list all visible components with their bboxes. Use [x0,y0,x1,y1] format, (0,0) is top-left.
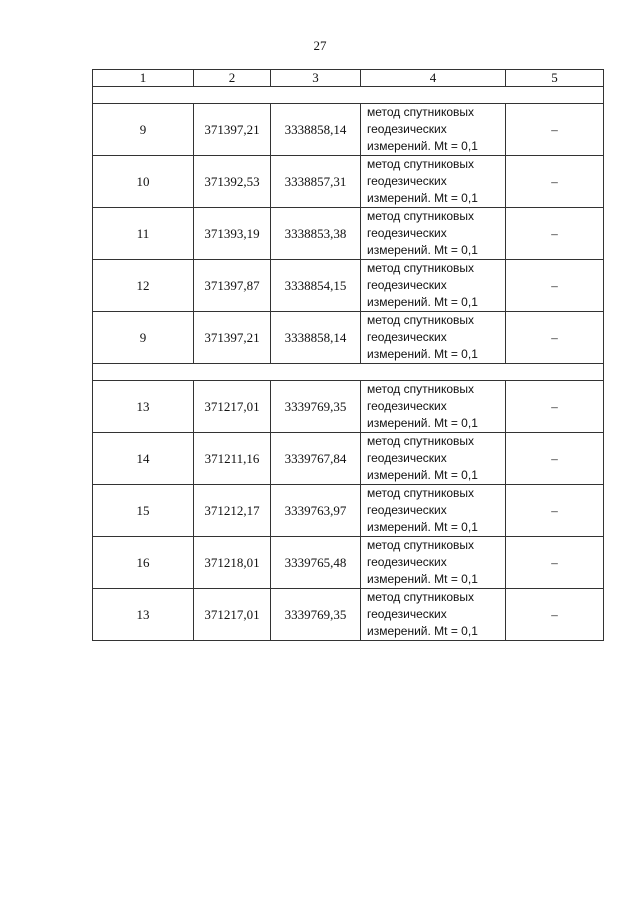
method-text-line: геодезических [367,399,447,413]
header-col-2: 2 [194,70,271,87]
method-text-line: измерений. Mt = 0,1 [367,624,478,638]
method-text-line: измерений. Mt = 0,1 [367,572,478,586]
point-number-cell: 13 [93,381,194,433]
y-coordinate-cell: 3338858,14 [271,104,361,156]
table-row [93,260,604,312]
method-cell [361,485,506,537]
method-cell [361,589,506,641]
col5-cell: – [506,260,604,312]
method-text-line: геодезических [367,555,447,569]
table-group-separator-cell [93,87,604,104]
col5-cell: – [506,485,604,537]
table-row [93,537,604,589]
x-coordinate-cell: 371397,21 [194,104,271,156]
y-coordinate-cell: 3338854,15 [271,260,361,312]
table-row [93,208,604,260]
col5-cell: – [506,312,604,364]
method-text-line: метод спутниковых [367,261,475,275]
method-text-line: метод спутниковых [367,590,475,604]
method-text-line: измерений. Mt = 0,1 [367,243,478,257]
method-cell [361,433,506,485]
method-cell [361,260,506,312]
method-text-line: метод спутниковых [367,209,475,223]
method-cell [361,537,506,589]
y-coordinate-cell: 3338858,14 [271,312,361,364]
method-text-line: измерений. Mt = 0,1 [367,139,478,153]
method-cell [361,104,506,156]
header-col-3: 3 [271,70,361,87]
table-row [93,104,604,156]
method-text-line: метод спутниковых [367,538,475,552]
table-row [93,156,604,208]
table-header-row [93,70,604,87]
method-text-line: геодезических [367,330,447,344]
point-number-cell: 16 [93,537,194,589]
point-number-cell: 12 [93,260,194,312]
x-coordinate-cell: 371217,01 [194,589,271,641]
table-row [93,433,604,485]
method-text-line: геодезических [367,503,447,517]
method-cell [361,312,506,364]
method-text-line: измерений. Mt = 0,1 [367,295,478,309]
x-coordinate-cell: 371392,53 [194,156,271,208]
x-coordinate-cell: 371217,01 [194,381,271,433]
table-group-separator [93,364,604,381]
table-row [93,381,604,433]
method-text-line: геодезических [367,122,447,136]
method-text-line: измерений. Mt = 0,1 [367,468,478,482]
header-col-5: 5 [506,70,604,87]
table-group-separator-cell [93,364,604,381]
header-col-1: 1 [93,70,194,87]
coordinates-table [92,69,604,641]
x-coordinate-cell: 371218,01 [194,537,271,589]
table-row [93,312,604,364]
method-text-line: измерений. Mt = 0,1 [367,347,478,361]
point-number-cell: 9 [93,104,194,156]
method-text-line: метод спутниковых [367,486,475,500]
method-text-line: метод спутниковых [367,157,475,171]
x-coordinate-cell: 371397,21 [194,312,271,364]
point-number-cell: 9 [93,312,194,364]
method-text-line: метод спутниковых [367,313,475,327]
method-text-line: геодезических [367,174,447,188]
y-coordinate-cell: 3339769,35 [271,381,361,433]
method-cell [361,156,506,208]
y-coordinate-cell: 3339769,35 [271,589,361,641]
method-text-line: геодезических [367,278,447,292]
point-number-cell: 15 [93,485,194,537]
x-coordinate-cell: 371397,87 [194,260,271,312]
point-number-cell: 10 [93,156,194,208]
y-coordinate-cell: 3338853,38 [271,208,361,260]
col5-cell: – [506,208,604,260]
method-text-line: геодезических [367,226,447,240]
y-coordinate-cell: 3339763,97 [271,485,361,537]
x-coordinate-cell: 371212,17 [194,485,271,537]
col5-cell: – [506,156,604,208]
col5-cell: – [506,104,604,156]
method-text-line: геодезических [367,607,447,621]
header-col-4: 4 [361,70,506,87]
x-coordinate-cell: 371393,19 [194,208,271,260]
y-coordinate-cell: 3339767,84 [271,433,361,485]
method-text-line: метод спутниковых [367,434,475,448]
col5-cell: – [506,433,604,485]
table-row [93,589,604,641]
col5-cell: – [506,381,604,433]
method-text-line: измерений. Mt = 0,1 [367,520,478,534]
method-text-line: измерений. Mt = 0,1 [367,191,478,205]
x-coordinate-cell: 371211,16 [194,433,271,485]
col5-cell: – [506,589,604,641]
table-group-separator [93,87,604,104]
col5-cell: – [506,537,604,589]
method-cell [361,381,506,433]
y-coordinate-cell: 3339765,48 [271,537,361,589]
table-row [93,485,604,537]
method-text-line: метод спутниковых [367,382,475,396]
point-number-cell: 14 [93,433,194,485]
method-cell [361,208,506,260]
method-text-line: геодезических [367,451,447,465]
method-text-line: метод спутниковых [367,105,475,119]
y-coordinate-cell: 3338857,31 [271,156,361,208]
point-number-cell: 11 [93,208,194,260]
page-number: 27 [313,38,327,53]
point-number-cell: 13 [93,589,194,641]
method-text-line: измерений. Mt = 0,1 [367,416,478,430]
